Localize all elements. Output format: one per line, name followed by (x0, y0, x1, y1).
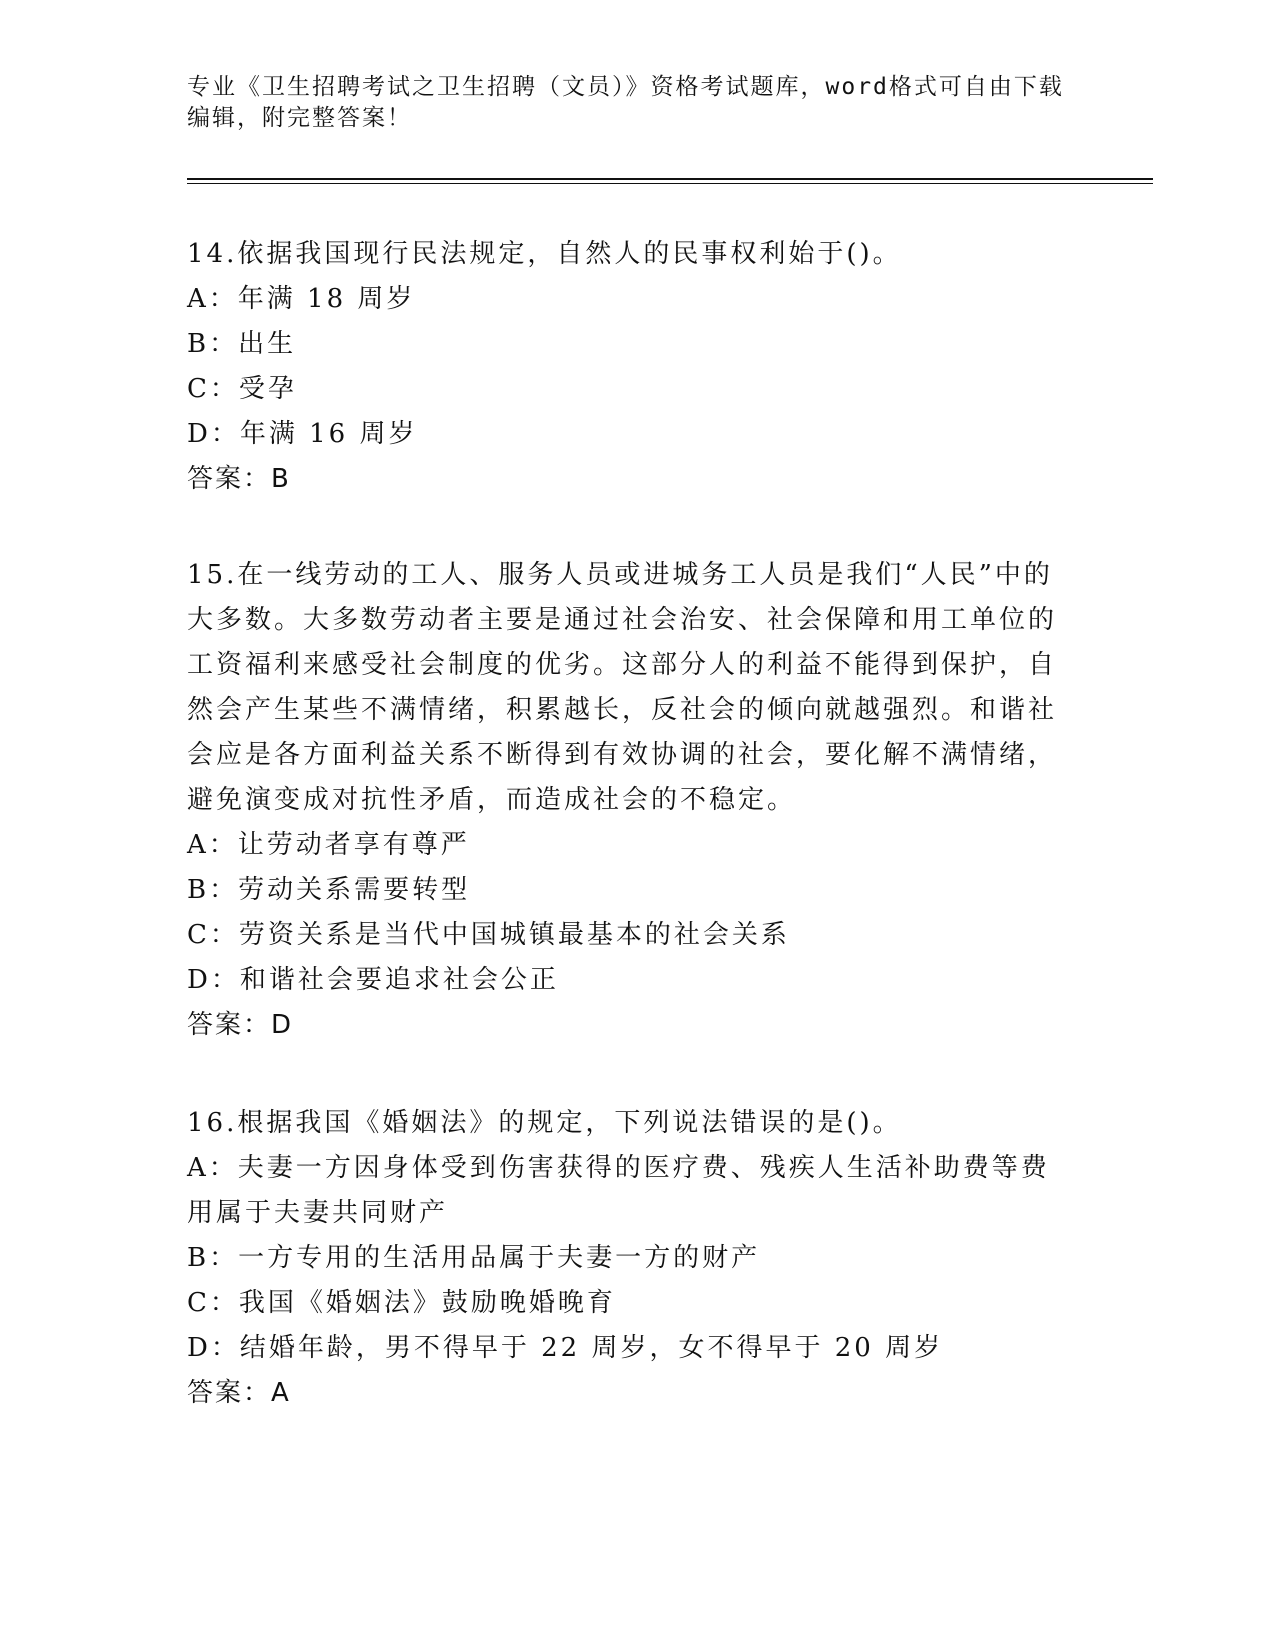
option-b: B：一方专用的生活用品属于夫妻一方的财产 (187, 1243, 761, 1273)
question-16 (187, 1101, 1077, 1416)
option-a: A：让劳动者享有尊严 (187, 830, 470, 860)
answer-label: 答案：B (187, 464, 291, 494)
question-stem: 14.依据我国现行民法规定，自然人的民事权利始于()。 (187, 239, 902, 269)
answer-label: 答案：A (187, 1378, 291, 1408)
question-stem: 15.在一线劳动的工人、服务人员或进城务工人员是我们“人民”中的大多数。大多数劳动者主要是通过社会治安、社会保障和用工单位的工资福利来感受社会制度的优劣。这部分人的利益不能得到保护，自然会产生某些不满情绪，积累越长，反社会的倾向就越强烈。和谐社会应是各方面利益关系不断得到有效协调的社会，要化解不满情绪，避免演变成对抗性矛盾，而造成社会的不稳定。 (187, 560, 1058, 815)
question-14 (187, 232, 1077, 502)
question-stem: 16.根据我国《婚姻法》的规定，下列说法错误的是()。 (187, 1108, 902, 1138)
option-c: C：我国《婚姻法》鼓励晚婚晚育 (187, 1288, 616, 1318)
header-divider-thin (187, 183, 1153, 184)
document-header: 专业《卫生招聘考试之卫生招聘（文员）》资格考试题库，word格式可自由下载编辑，附完整答案！ (187, 74, 1064, 131)
answer-label: 答案：D (187, 1010, 294, 1040)
option-d: D：结婚年龄，男不得早于 22 周岁，女不得早于 20 周岁 (187, 1333, 944, 1363)
option-c: C：受孕 (187, 374, 297, 404)
option-a: A：夫妻一方因身体受到伤害获得的医疗费、残疾人生活补助费等费用属于夫妻共同财产 (187, 1153, 1050, 1228)
option-b: B：劳动关系需要转型 (187, 875, 471, 905)
option-c: C：劳资关系是当代中国城镇最基本的社会关系 (187, 920, 790, 950)
header-divider (187, 178, 1153, 180)
option-a: A：年满 18 周岁 (187, 284, 416, 314)
question-15 (187, 553, 1077, 1048)
option-d: D：年满 16 周岁 (187, 419, 418, 449)
option-b: B：出生 (187, 329, 297, 359)
option-d: D：和谐社会要追求社会公正 (187, 965, 559, 995)
